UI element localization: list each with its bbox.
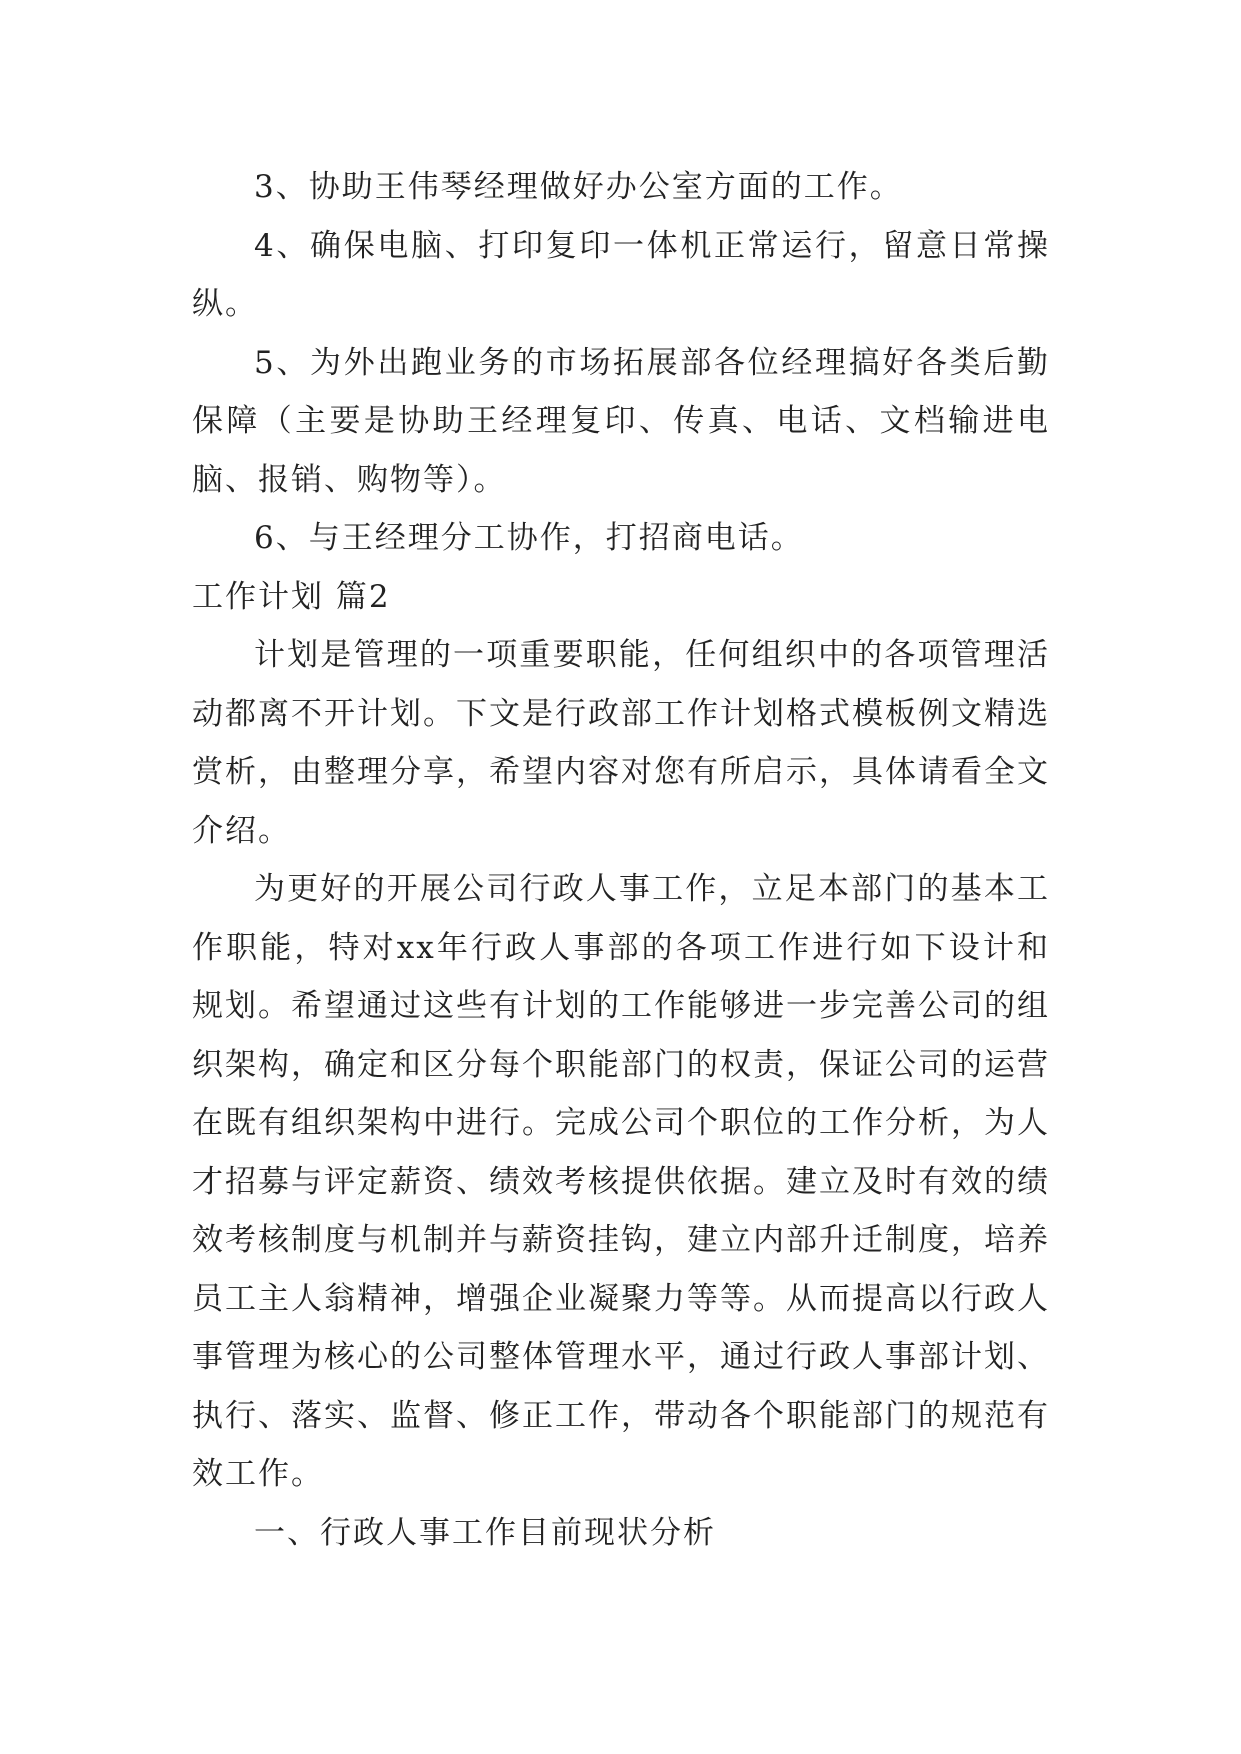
subheading-paragraph: 一、行政人事工作目前现状分析 xyxy=(254,1514,716,1551)
paragraph-item-5: 5、为外出跑业务的市场拓展部各位经理搞好各类后勤保障（主要是协助王经理复印、传真、电话、文档输进电脑、报销、购物等）。 xyxy=(192,344,1050,498)
paragraph-item-4: 4、确保电脑、打印复印一体机正常运行，留意日常操纵。 xyxy=(192,227,1050,322)
section-heading: 工作计划 篇2 xyxy=(192,578,391,615)
intro-paragraph: 计划是管理的一项重要职能，任何组织中的各项管理活动都离不开计划。下文是行政部工作计划格式模板例文精选赏析，由整理分享，希望内容对您有所启示，具体请看全文介绍。 xyxy=(192,637,1050,849)
paragraph-item-6: 6、与王经理分工协作，打招商电话。 xyxy=(254,520,804,556)
document-body xyxy=(192,158,1050,1562)
body-paragraph: 为更好的开展公司行政人事工作，立足本部门的基本工作职能，特对xx年行政人事部的各项工作进行如下设计和规划。希望通过这些有计划的工作能够进一步完善公司的组织架构，确定和区分每个职能部门的权责，保证公司的运营在既有组织架构中进行。完成公司个职位的工作分析，为人才招募与评定薪资、绩效考核提供依据。建立及时有效的绩效考核制度与机制并与薪资挂钩，建立内部升迁制度，培养员工主人翁精神，增强企业凝聚力等等。从而提高以行政人事管理为核心的公司整体管理水平，通过行政人事部计划、执行、落实、监督、修正工作，带动各个职能部门的规范有效工作。 xyxy=(192,871,1050,1492)
paragraph-item-3: 3、协助王伟琴经理做好办公室方面的工作。 xyxy=(254,169,903,205)
